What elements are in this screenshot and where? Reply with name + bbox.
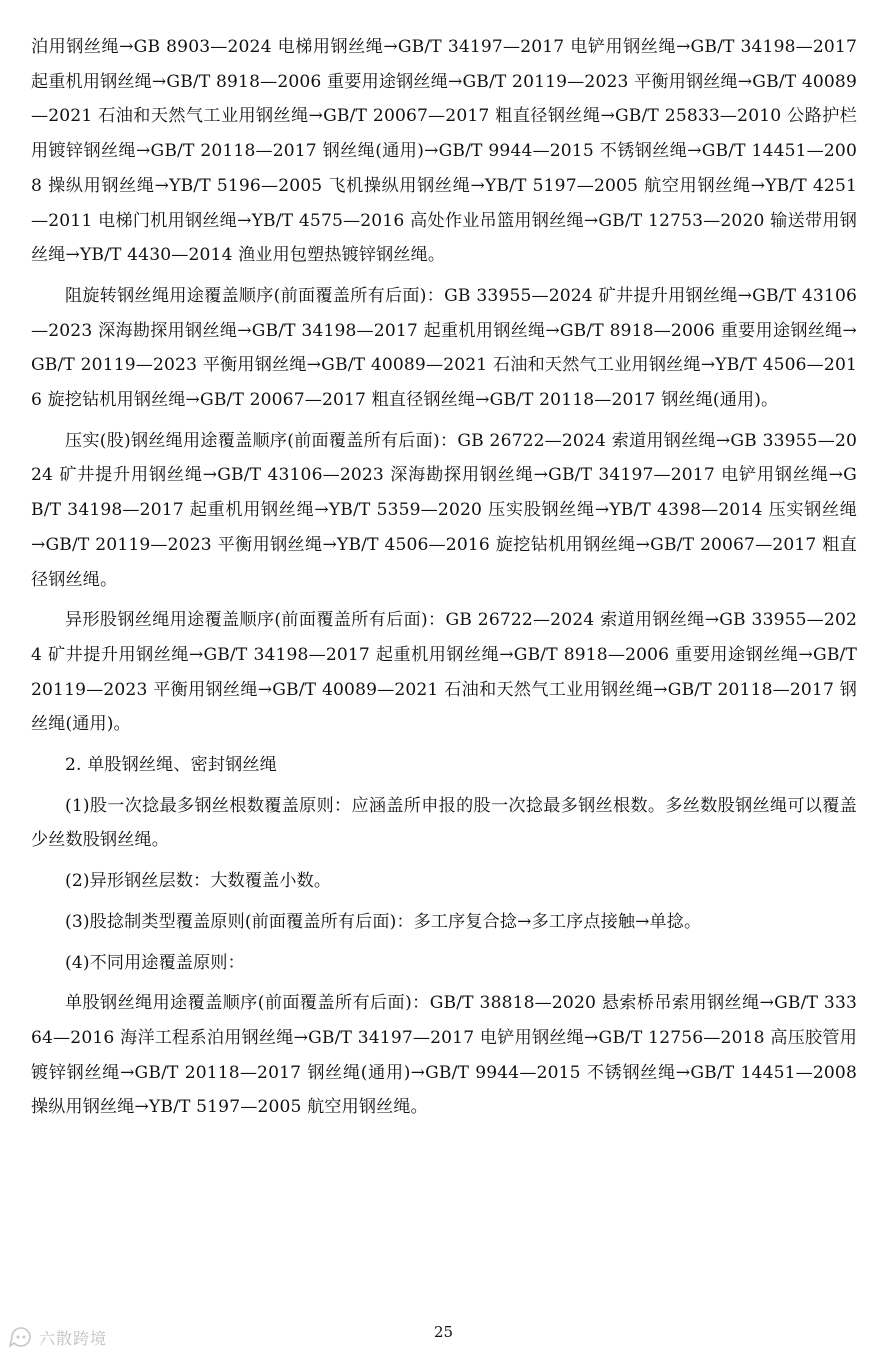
paragraph-single-strand: 单股钢丝绳用途覆盖顺序(前面覆盖所有后面)：GB/T 38818—2020 悬索桥吊索用钢丝绳→GB/T 33364—2016 海洋工程系泊用钢丝绳→GB/T 34197—2017 电铲用钢丝绳→GB/T 12756—2018 高压胶管用镀锌钢丝绳→GB/T 20118—2017 钢丝绳(通用)→GB/T 9944—2015 不锈钢丝绳→GB/T 14451—2008 操纵用钢丝绳→YB/T 5197—2005 航空用钢丝绳。	[31, 993, 857, 1118]
page-number: 25	[433, 1323, 454, 1341]
watermark	[8, 1324, 107, 1350]
document-body	[31, 30, 857, 1131]
watermark-logo-icon	[8, 1326, 34, 1348]
paragraph-rule-3: (3)股捻制类型覆盖原则(前面覆盖所有后面)：多工序复合捻→多工序点接触→单捻。	[65, 911, 702, 932]
paragraph-rule-4: (4)不同用途覆盖原则：	[65, 952, 245, 973]
paragraph-1: 泊用钢丝绳→GB 8903—2024 电梯用钢丝绳→GB/T 34197—2017 电铲用钢丝绳→GB/T 34198—2017 起重机用钢丝绳→GB/T 8918—2006 重要用途钢丝绳→GB/T 20119—2023 平衡用钢丝绳→GB/T 40089—2021 石油和天然气工业用钢丝绳→GB/T 20067—2017 粗直径钢丝绳→GB/T 25833—2010 公路护栏用镀锌钢丝绳→GB/T 20118—2017 钢丝绳(通用)→GB/T 9944—2015 不锈钢丝绳→GB/T 14451—2008 操纵用钢丝绳→YB/T 5196—2005 飞机操纵用钢丝绳→YB/T 5197—2005 航空用钢丝绳→YB/T 4251—2011 电梯门机用钢丝绳→YB/T 4575—2016 高处作业吊篮用钢丝绳→GB/T 12753—2020 输送带用钢丝绳→YB/T 4430—2014 渔业用包塑热镀锌钢丝绳。	[31, 37, 857, 266]
paragraph-4: 异形股钢丝绳用途覆盖顺序(前面覆盖所有后面)：GB 26722—2024 索道用钢丝绳→GB 33955—2024 矿井提升用钢丝绳→GB/T 34198—2017 起重机用钢丝绳→GB/T 8918—2006 重要用途钢丝绳→GB/T 20119—2023 平衡用钢丝绳→GB/T 40089—2021 石油和天然气工业用钢丝绳→GB/T 20118—2017 钢丝绳(通用)。	[31, 610, 857, 735]
paragraph-3: 压实(股)钢丝绳用途覆盖顺序(前面覆盖所有后面)：GB 26722—2024 索道用钢丝绳→GB 33955—2024 矿井提升用钢丝绳→GB/T 43106—2023 深海勘探用钢丝绳→GB/T 34197—2017 电铲用钢丝绳→GB/T 34198—2017 起重机用钢丝绳→YB/T 5359—2020 压实股钢丝绳→YB/T 4398—2014 压实钢丝绳→GB/T 20119—2023 平衡用钢丝绳→YB/T 4506—2016 旋挖钻机用钢丝绳→GB/T 20067—2017 粗直径钢丝绳。	[31, 430, 857, 590]
paragraph-rule-2: (2)异形钢丝层数：大数覆盖小数。	[65, 871, 332, 892]
paragraph-rule-1: (1)股一次捻最多钢丝根数覆盖原则：应涵盖所申报的股一次捻最多钢丝根数。多丝数股钢丝绳可以覆盖少丝数股钢丝绳。	[31, 795, 857, 851]
paragraph-2: 阻旋转钢丝绳用途覆盖顺序(前面覆盖所有后面)：GB 33955—2024 矿井提升用钢丝绳→GB/T 43106—2023 深海勘探用钢丝绳→GB/T 34198—2017 起重机用钢丝绳→GB/T 8918—2006 重要用途钢丝绳→GB/T 20119—2023 平衡用钢丝绳→GB/T 40089—2021 石油和天然气工业用钢丝绳→YB/T 4506—2016 旋挖钻机用钢丝绳→GB/T 20067—2017 粗直径钢丝绳→GB/T 20118—2017 钢丝绳(通用)。	[31, 285, 857, 411]
section-heading: 2. 单股钢丝绳、密封钢丝绳	[65, 755, 277, 776]
watermark-text: 六散跨境	[39, 1328, 108, 1348]
